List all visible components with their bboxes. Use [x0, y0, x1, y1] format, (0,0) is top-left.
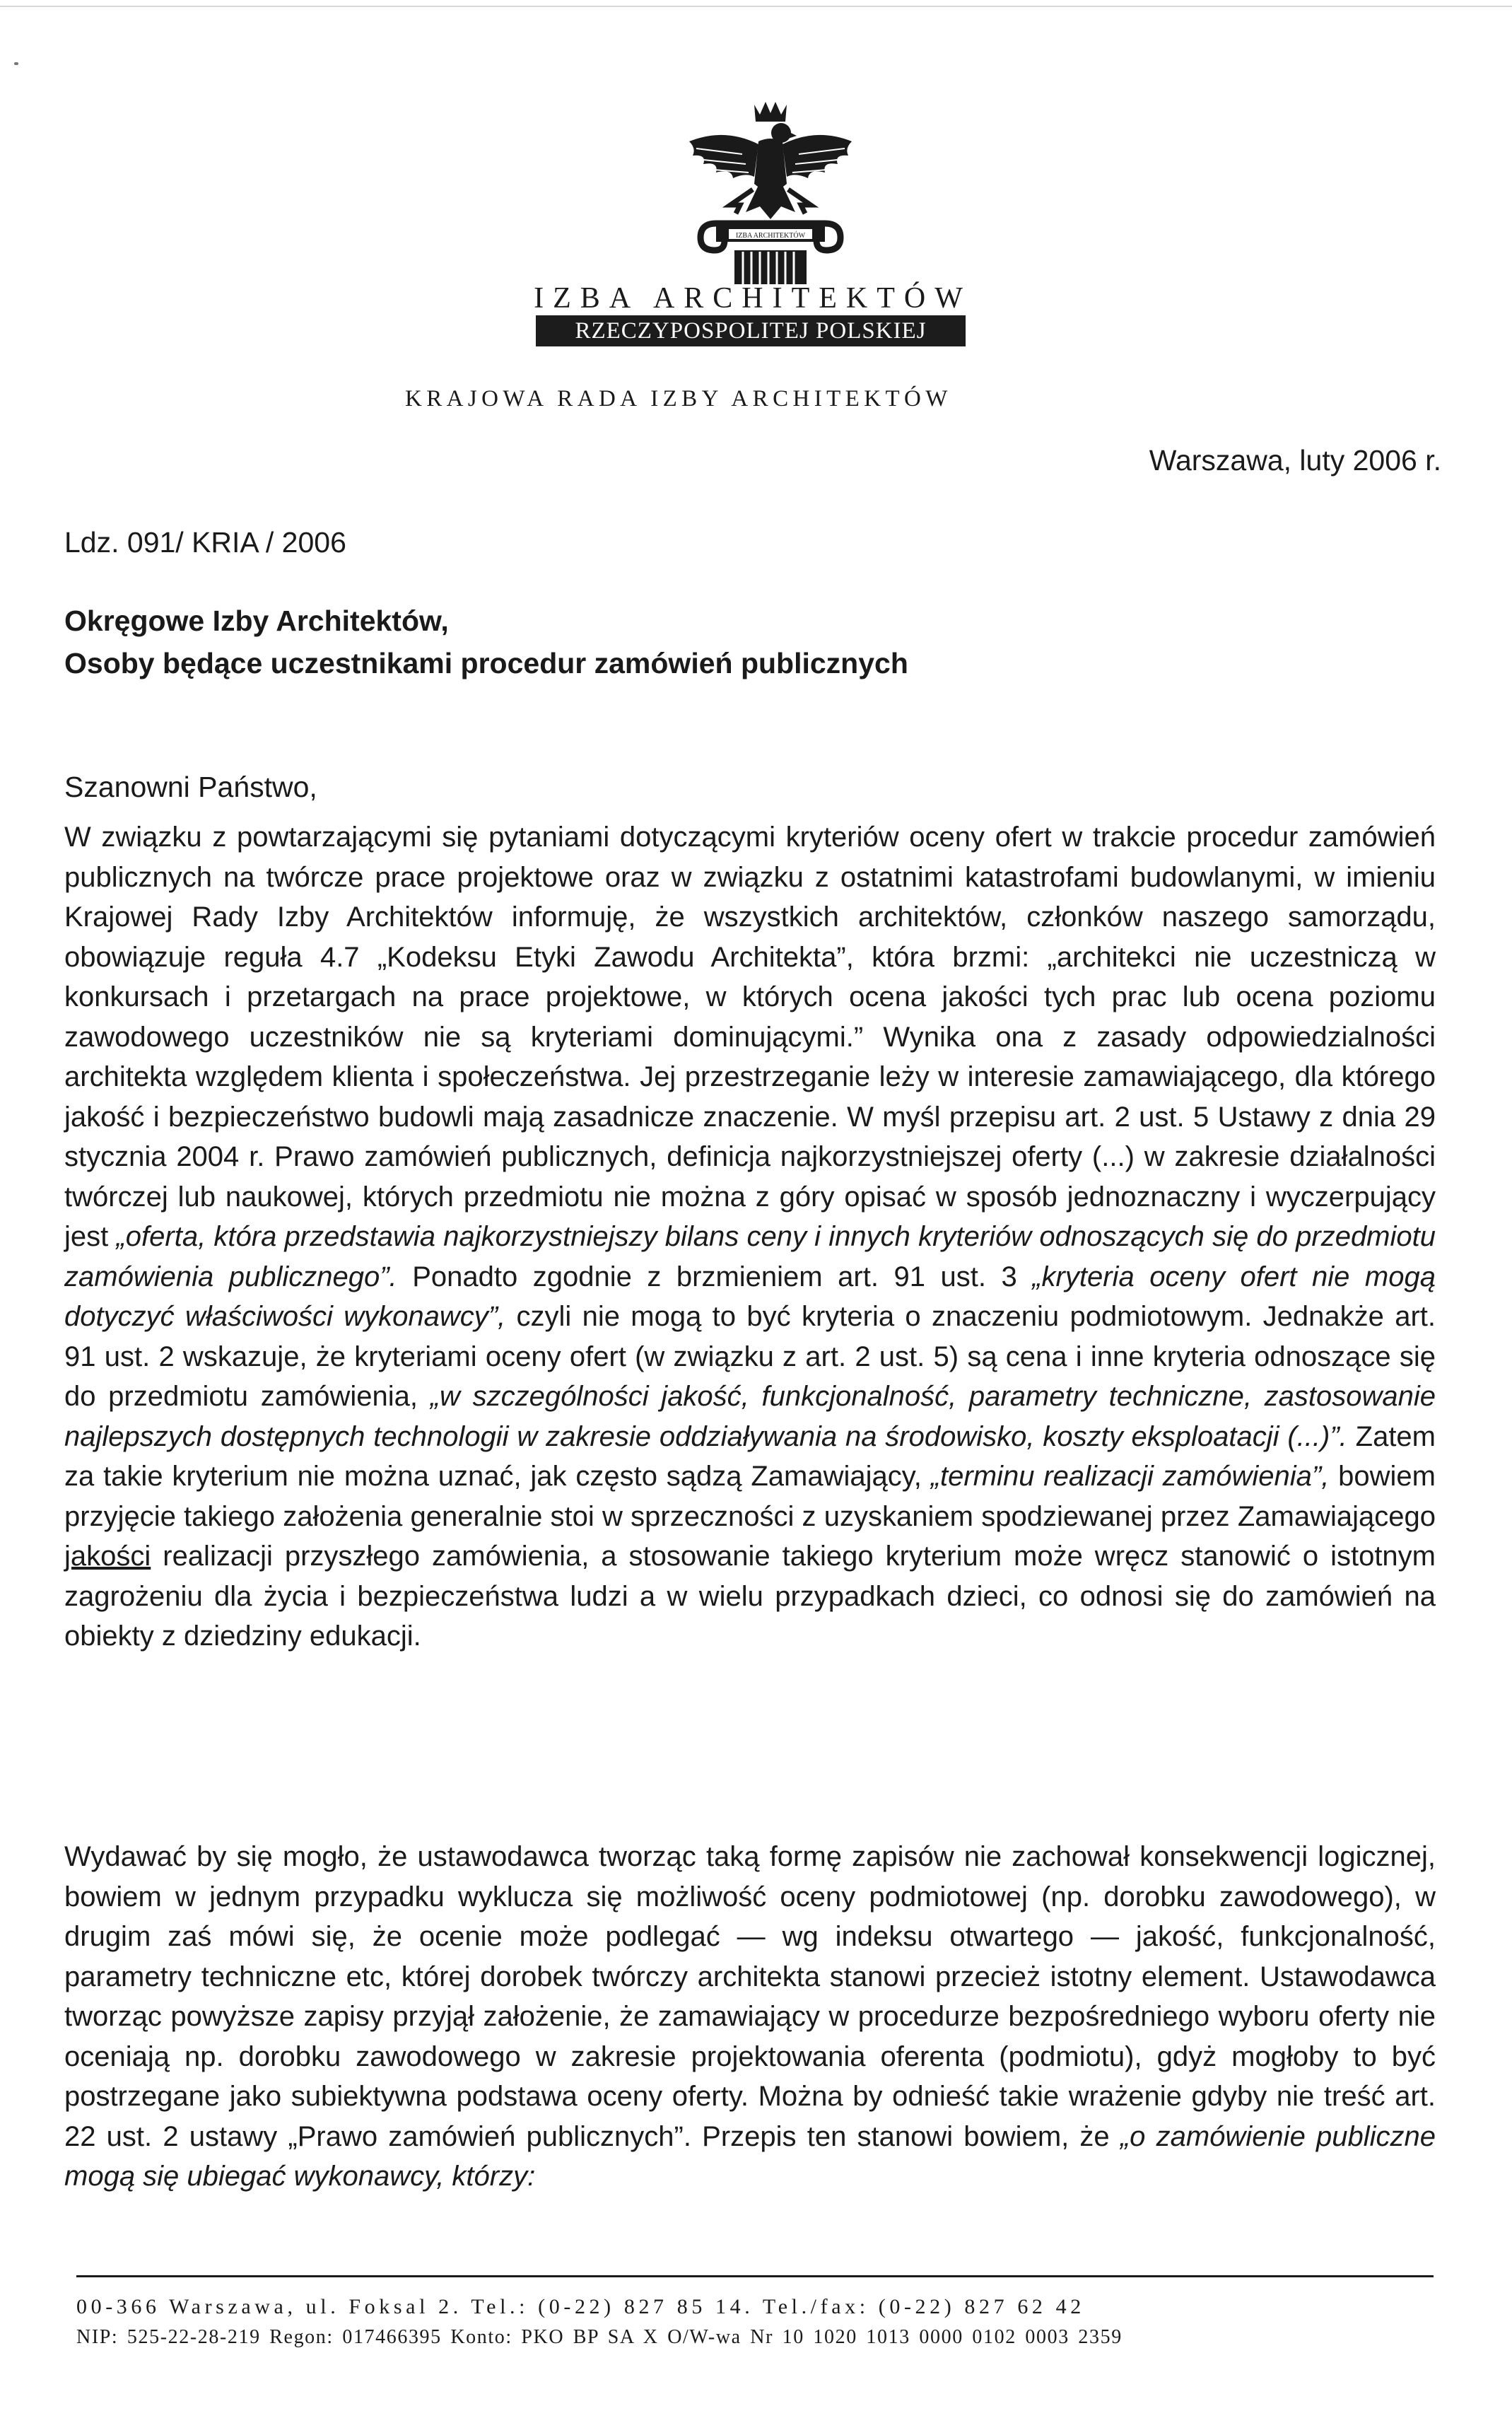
eagle-emblem-icon: [675, 99, 866, 286]
paragraph-text: Ponadto zgodnie z brzmieniem art. 91 ust. 3: [397, 1261, 1033, 1292]
addressee: [64, 600, 908, 684]
council-name: KRAJOWA RADA IZBY ARCHITEKTÓW: [405, 386, 952, 411]
footer-divider: [76, 2275, 1434, 2277]
scan-speck: [14, 62, 18, 65]
body-paragraph: [64, 1837, 1436, 2197]
quoted-provision: „w szczególności jakość, funkcjonalność, parametry techniczne, zastosowanie najlepszych dostępnych technologii w zakresie oddziaływania na środowisko, koszty eksploatacji (...)”.: [64, 1381, 1436, 1452]
paragraph-text: czyli nie mogą to być kryteria o znaczeniu podmiotowym. Jednakże art. 91 ust. 2 wskazuje, że kryteriami oceny ofert (w związku z art. 2 ust. 5) są cena i inne kryteria odnoszące się do przedmiotu zamówienia,: [64, 1301, 1436, 1412]
org-name-subtitle-bar: RZECZYPOSPOLITEJ POLSKIEJ: [536, 315, 966, 346]
quoted-definition: „oferta, która przedstawia najkorzystniejszy bilans ceny i innych kryteriów odnoszących się do przedmiotu zamówienia publicznego”.: [64, 1221, 1436, 1292]
paragraph-text: Zatem za takie kryterium nie można uznać, jak często sądzą Zamawiający,: [64, 1420, 1436, 1492]
underlined-word: jakości: [64, 1541, 151, 1572]
body-paragraph: [64, 817, 1436, 1657]
emblem-banner-text: IZBA ARCHITEKTÓW: [735, 232, 806, 240]
addressee-line: Osoby będące uczestnikami procedur zamówień publicznych: [64, 647, 908, 679]
paragraph-text: bowiem przyjęcie takiego założenia generalnie stoi w sprzeczności z uzyskaniem spodziewanej przez Zamawiającego: [64, 1461, 1436, 1532]
quoted-provision: „kryteria oceny ofert nie mogą dotyczyć właściwości wykonawcy”,: [64, 1261, 1436, 1332]
footer-registration: NIP: 525-22-28-219 Regon: 017466395 Konto: PKO BP SA X O/W-wa Nr 10 1020 1013 0000 0102 0003 2359: [76, 2326, 1123, 2348]
salutation: Szanowni Państwo,: [64, 771, 317, 803]
scan-edge-line: [0, 6, 1512, 7]
org-name: IZBA ARCHITEKTÓW: [534, 282, 972, 315]
quoted-term: „terminu realizacji zamówienia”,: [930, 1461, 1330, 1492]
addressee-line: Okręgowe Izby Architektów,: [64, 605, 449, 637]
place-date: Warszawa, luty 2006 r.: [1149, 444, 1441, 477]
paragraph-text: W związku z powtarzającymi się pytaniami dotyczącymi kryteriów oceny ofert w trakcie procedur zamówień publicznych na twórcze prace projektowe oraz w związku z ostatnimi katastrofami budowlanymi, w imieniu Krajowej Rady Izby Architektów informuję, że wszystkich architektów, członków naszego samorządu, obowiązuje reguła 4.7 „Kodeksu Etyki Zawodu Architekta”, która brzmi: „architekci nie uczestniczą w konkursach i przetargach na prace projektowe, w których ocena jakości tych prac lub ocena poziomu zawodowego uczestników nie są kryteriami dominującymi.” Wynika ona z zasady odpowiedzialności architekta względem klienta i społeczeństwa. Jej przestrzeganie leży w interesie zamawiającego, dla którego jakość i bezpieczeństwo budowli mają zasadnicze znaczenie. W myśl przepisu art. 2 ust. 5 Ustawy z dnia 29 stycznia 2004 r. Prawo zamówień publicznych, definicja najkorzystniejszej oferty (...) w zakresie działalności twórczej lub naukowej, których przedmiotu nie można z góry opisać w sposób jednoznaczny i wyczerpujący jest: [64, 822, 1436, 1252]
quoted-provision: „o zamówienie publiczne mogą się ubiegać wykonawcy, którzy:: [64, 2120, 1436, 2192]
footer-address: 00-366 Warszawa, ul. Foksal 2. Tel.: (0-22) 827 85 14. Tel./fax: (0-22) 827 62 42: [76, 2295, 1085, 2318]
reference-number: Ldz. 091/ KRIA / 2006: [64, 526, 346, 559]
paragraph-text: Wydawać by się mogło, że ustawodawca tworząc taką formę zapisów nie zachował konsekwencji logicznej, bowiem w jednym przypadku wyklucza się możliwość oceny podmiotowej (np. dorobku zawodowego), w drugim zaś mówi się, że ocenie może podlegać — wg indeksu otwartego — jakość, funkcjonalność, parametry techniczne etc, której dorobek twórczy architekta stanowi przecież istotny element. Ustawodawca tworząc powyższe zapisy przyjął założenie, że zamawiający w procedurze bezpośredniego wyboru oferty nie oceniają np. dorobku zawodowego w zakresie projektowania oferenta (podmiotu), gdyż mogłoby to być postrzegane jako subiektywna podstawa oceny oferty. Można by odnieść takie wrażenie gdyby nie treść art. 22 ust. 2 ustawy „Prawo zamówień publicznych”. Przepis ten stanowi bowiem, że: [64, 1841, 1436, 2152]
paragraph-text: realizacji przyszłego zamówienia, a stosowanie takiego kryterium może wręcz stanowić o istotnym zagrożeniu dla życia i bezpieczeństwa ludzi a w wielu przypadkach dzieci, co odnosi się do zamówień na obiekty z dziedziny edukacji.: [64, 1541, 1436, 1652]
